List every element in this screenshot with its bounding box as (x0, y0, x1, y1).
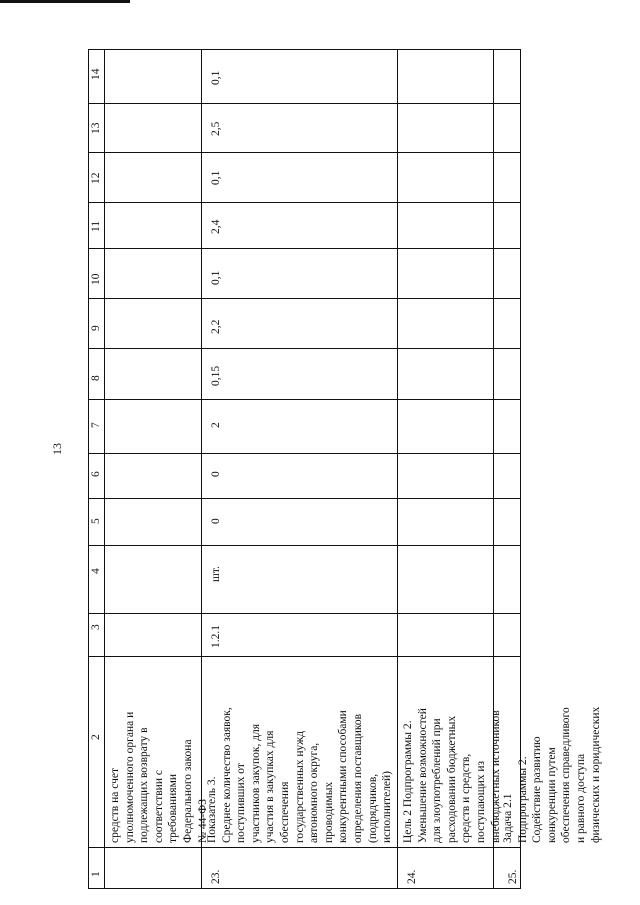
col-number-6: 6 (90, 471, 102, 477)
row-23-col14: 0,1 (210, 70, 222, 85)
row-23-name: Показатель 3. Среднее количество заявок, поступивших от участников закупок, для участия в закупках для обеспечения государственных нужд автономного округа, проводимых конкурентными способами определения поставщиков (подрядчиков, исполнителей) (206, 707, 394, 843)
col-number-2: 2 (90, 734, 102, 740)
row-23-col11: 2,4 (210, 219, 222, 234)
page-number: 13 (50, 443, 64, 455)
row-23-col7: 2 (210, 422, 222, 428)
column-divider (89, 498, 520, 499)
row-23-col10: 0,1 (210, 270, 222, 285)
col-number-5: 5 (90, 518, 102, 524)
row-23-col9: 2,2 (210, 319, 222, 334)
column-divider (89, 202, 520, 203)
row-24-name: Цель 2 Подпрограммы 2. Уменьшение возможностей для злоупотреблений при расходовании бюджетных средств и средств, поступающих из внебюджетных источников (402, 708, 502, 843)
header-row-divider (104, 50, 105, 888)
row-23-col5: 0 (210, 518, 222, 524)
col-number-12: 12 (90, 172, 102, 184)
top-rule (0, 0, 130, 3)
col-number-4: 4 (90, 568, 102, 574)
row-continuation-name: средств на счет уполномоченного органа и подлежащих возврату в соответствии с требованиями Федерального закона № 44-ФЗ (109, 711, 209, 843)
col-number-9: 9 (90, 325, 102, 331)
column-divider (89, 103, 520, 104)
column-divider (89, 847, 520, 848)
row-23-col6: 0 (210, 471, 222, 477)
row-25-number: 25. (507, 869, 519, 884)
col-number-14: 14 (90, 68, 102, 80)
row-24-number: 24. (406, 869, 418, 884)
col-number-11: 11 (90, 220, 102, 232)
row-23-col12: 0,1 (210, 170, 222, 185)
row-23-unit: шт. (210, 566, 222, 582)
col-number-10: 10 (90, 273, 102, 285)
row-23-col13: 2,5 (210, 121, 222, 136)
col-number-3: 3 (90, 624, 102, 630)
column-divider (89, 613, 520, 614)
column-divider (89, 348, 520, 349)
column-divider (89, 545, 520, 546)
column-divider (89, 656, 520, 657)
col-number-1: 1 (90, 871, 102, 877)
col-number-13: 13 (90, 122, 102, 134)
col-number-8: 8 (90, 375, 102, 381)
column-divider (89, 152, 520, 153)
row-23-col8: 0,15 (210, 365, 222, 386)
column-divider (89, 399, 520, 400)
column-divider (89, 453, 520, 454)
row-divider (397, 50, 398, 888)
col-number-7: 7 (90, 422, 102, 428)
row-23-code: 1.2.1 (210, 625, 222, 648)
row-23-number: 23. (210, 869, 222, 884)
column-divider (89, 248, 520, 249)
row-25-name: Задача 2.1 Подпрограммы 2. Содействие развитию конкуренции путем обеспечения справедливого и равного доступа физических и юридических (502, 706, 602, 843)
column-divider (89, 298, 520, 299)
